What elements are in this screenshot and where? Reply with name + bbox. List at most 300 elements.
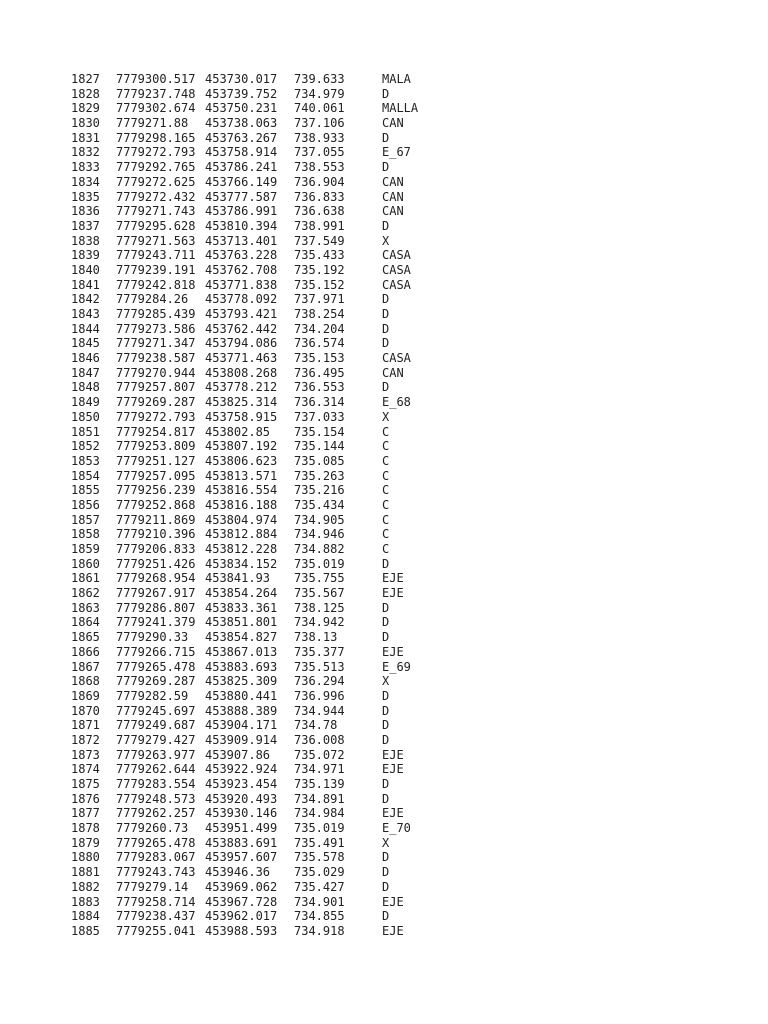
elevation-cell: 734.78 bbox=[294, 718, 338, 733]
easting-cell: 453786.241 bbox=[205, 160, 278, 175]
point-id-cell: 1850 bbox=[71, 409, 100, 424]
northing-cell: 7779271.347 bbox=[116, 336, 196, 351]
easting-cell: 453957.607 bbox=[205, 850, 278, 865]
table-row bbox=[71, 395, 442, 410]
easting-cell: 453988.593 bbox=[205, 923, 278, 938]
northing-cell: 7779282.59 bbox=[116, 688, 189, 703]
northing-cell: 7779262.257 bbox=[116, 806, 196, 821]
table-row bbox=[71, 366, 442, 381]
elevation-cell: 736.574 bbox=[294, 336, 345, 351]
northing-cell: 7779271.563 bbox=[116, 233, 196, 248]
table-row bbox=[71, 160, 442, 175]
point-id-cell: 1835 bbox=[71, 189, 100, 204]
code-cell: CASA bbox=[382, 262, 411, 277]
northing-cell: 7779279.14 bbox=[116, 879, 189, 894]
code-cell: C bbox=[382, 542, 390, 556]
point-id-cell: 1829 bbox=[71, 101, 100, 116]
point-id-cell: 1840 bbox=[71, 262, 100, 277]
elevation-cell: 736.833 bbox=[294, 189, 345, 204]
elevation-cell: 738.125 bbox=[294, 600, 345, 615]
table-row bbox=[71, 131, 442, 146]
code-cell: D bbox=[382, 777, 390, 791]
easting-cell: 453922.924 bbox=[205, 762, 278, 777]
code-cell: CAN bbox=[382, 189, 404, 204]
easting-cell: 453909.914 bbox=[205, 732, 278, 747]
code-cell: D bbox=[382, 865, 390, 880]
code-cell: D bbox=[382, 688, 390, 703]
table-row bbox=[71, 542, 442, 557]
point-id-cell: 1857 bbox=[71, 512, 100, 527]
code-cell: E_70 bbox=[382, 821, 411, 836]
code-cell: CASA bbox=[382, 277, 411, 292]
code-cell: D bbox=[382, 380, 390, 395]
code-cell: D bbox=[382, 86, 390, 101]
code-cell: CASA bbox=[382, 351, 411, 366]
northing-cell: 7779253.809 bbox=[116, 439, 196, 454]
northing-cell: 7779272.625 bbox=[116, 174, 196, 189]
easting-cell: 453758.914 bbox=[205, 145, 278, 160]
table-row bbox=[71, 234, 442, 249]
northing-cell: 7779290.33 bbox=[116, 630, 189, 645]
easting-cell: 453762.442 bbox=[205, 321, 278, 336]
northing-cell: 7779252.868 bbox=[116, 497, 196, 512]
elevation-cell: 735.567 bbox=[294, 586, 345, 601]
code-cell: MALLA bbox=[382, 101, 419, 116]
elevation-cell: 734.855 bbox=[294, 909, 345, 924]
table-row bbox=[71, 571, 442, 586]
point-id-cell: 1844 bbox=[71, 321, 100, 336]
code-cell: EJE bbox=[382, 923, 404, 938]
northing-cell: 7779257.807 bbox=[116, 380, 196, 395]
point-id-cell: 1883 bbox=[71, 894, 100, 909]
elevation-cell: 735.019 bbox=[294, 821, 345, 836]
northing-cell: 7779266.715 bbox=[116, 644, 196, 659]
easting-cell: 453851.801 bbox=[205, 615, 278, 630]
elevation-cell: 734.891 bbox=[294, 791, 345, 806]
code-cell: C bbox=[382, 527, 390, 542]
point-id-cell: 1878 bbox=[71, 821, 100, 836]
northing-cell: 7779258.714 bbox=[116, 894, 196, 909]
table-row bbox=[71, 836, 442, 851]
northing-cell: 7779255.041 bbox=[116, 923, 196, 938]
easting-cell: 453923.454 bbox=[205, 777, 278, 791]
point-id-cell: 1885 bbox=[71, 923, 100, 938]
point-id-cell: 1842 bbox=[71, 292, 100, 307]
point-id-cell: 1834 bbox=[71, 174, 100, 189]
northing-cell: 7779238.587 bbox=[116, 351, 196, 366]
point-id-cell: 1848 bbox=[71, 380, 100, 395]
easting-cell: 453738.063 bbox=[205, 116, 278, 131]
code-cell: CAN bbox=[382, 365, 404, 380]
point-id-cell: 1861 bbox=[71, 571, 100, 586]
point-id-cell: 1872 bbox=[71, 732, 100, 747]
northing-cell: 7779262.644 bbox=[116, 762, 196, 777]
easting-cell: 453804.974 bbox=[205, 512, 278, 527]
code-cell: D bbox=[382, 600, 390, 615]
elevation-cell: 736.294 bbox=[294, 674, 345, 689]
table-row bbox=[71, 850, 442, 865]
table-row bbox=[71, 792, 442, 807]
easting-cell: 453880.441 bbox=[205, 688, 278, 703]
survey-points-table bbox=[71, 72, 442, 939]
elevation-cell: 734.942 bbox=[294, 615, 345, 630]
table-row bbox=[71, 483, 442, 498]
table-row bbox=[71, 498, 442, 513]
code-cell: D bbox=[382, 321, 390, 336]
northing-cell: 7779279.427 bbox=[116, 732, 196, 747]
point-id-cell: 1843 bbox=[71, 307, 100, 321]
point-id-cell: 1852 bbox=[71, 439, 100, 454]
elevation-cell: 738.553 bbox=[294, 160, 345, 175]
code-cell: D bbox=[382, 615, 390, 630]
code-cell: D bbox=[382, 791, 390, 806]
table-row bbox=[71, 777, 442, 792]
point-id-cell: 1865 bbox=[71, 630, 100, 645]
table-row bbox=[71, 527, 442, 542]
elevation-cell: 738.991 bbox=[294, 218, 345, 233]
easting-cell: 453854.264 bbox=[205, 586, 278, 601]
northing-cell: 7779245.697 bbox=[116, 703, 196, 718]
easting-cell: 453825.309 bbox=[205, 674, 278, 689]
point-id-cell: 1846 bbox=[71, 351, 100, 366]
point-id-cell: 1864 bbox=[71, 615, 100, 630]
elevation-cell: 735.153 bbox=[294, 351, 345, 366]
table-row bbox=[71, 674, 442, 689]
easting-cell: 453778.212 bbox=[205, 380, 278, 395]
elevation-cell: 735.152 bbox=[294, 277, 345, 292]
point-id-cell: 1879 bbox=[71, 835, 100, 850]
point-id-cell: 1858 bbox=[71, 527, 100, 542]
elevation-cell: 735.072 bbox=[294, 747, 345, 762]
code-cell: CAN bbox=[382, 116, 404, 131]
point-id-cell: 1874 bbox=[71, 762, 100, 777]
northing-cell: 7779300.517 bbox=[116, 72, 196, 86]
code-cell: X bbox=[382, 233, 390, 248]
northing-cell: 7779283.554 bbox=[116, 777, 196, 791]
table-row bbox=[71, 469, 442, 484]
code-cell: E_67 bbox=[382, 145, 411, 160]
point-id-cell: 1880 bbox=[71, 850, 100, 865]
easting-cell: 453771.463 bbox=[205, 351, 278, 366]
easting-cell: 453812.884 bbox=[205, 527, 278, 542]
point-id-cell: 1859 bbox=[71, 542, 100, 556]
point-id-cell: 1860 bbox=[71, 556, 100, 571]
point-id-cell: 1845 bbox=[71, 336, 100, 351]
easting-cell: 453730.017 bbox=[205, 72, 278, 86]
code-cell: D bbox=[382, 336, 390, 351]
northing-cell: 7779272.793 bbox=[116, 409, 196, 424]
elevation-cell: 735.192 bbox=[294, 262, 345, 277]
point-id-cell: 1873 bbox=[71, 747, 100, 762]
easting-cell: 453807.192 bbox=[205, 439, 278, 454]
table-row bbox=[71, 865, 442, 880]
northing-cell: 7779211.869 bbox=[116, 512, 196, 527]
northing-cell: 7779210.396 bbox=[116, 527, 196, 542]
northing-cell: 7779242.818 bbox=[116, 277, 196, 292]
easting-cell: 453930.146 bbox=[205, 806, 278, 821]
code-cell: D bbox=[382, 130, 390, 145]
table-row bbox=[71, 175, 442, 190]
northing-cell: 7779270.944 bbox=[116, 365, 196, 380]
northing-cell: 7779256.239 bbox=[116, 483, 196, 498]
point-id-cell: 1869 bbox=[71, 688, 100, 703]
northing-cell: 7779243.711 bbox=[116, 248, 196, 263]
point-id-cell: 1856 bbox=[71, 497, 100, 512]
easting-cell: 453967.728 bbox=[205, 894, 278, 909]
code-cell: D bbox=[382, 292, 390, 307]
easting-cell: 453810.394 bbox=[205, 218, 278, 233]
table-row bbox=[71, 806, 442, 821]
point-id-cell: 1837 bbox=[71, 218, 100, 233]
code-cell: CAN bbox=[382, 204, 404, 219]
elevation-cell: 735.578 bbox=[294, 850, 345, 865]
northing-cell: 7779284.26 bbox=[116, 292, 189, 307]
elevation-cell: 735.433 bbox=[294, 248, 345, 263]
table-row bbox=[71, 718, 442, 733]
table-row bbox=[71, 704, 442, 719]
code-cell: X bbox=[382, 674, 390, 689]
code-cell: C bbox=[382, 483, 390, 498]
point-id-cell: 1849 bbox=[71, 395, 100, 410]
point-id-cell: 1871 bbox=[71, 718, 100, 733]
northing-cell: 7779273.586 bbox=[116, 321, 196, 336]
table-row bbox=[71, 439, 442, 454]
point-id-cell: 1847 bbox=[71, 365, 100, 380]
point-id-cell: 1875 bbox=[71, 777, 100, 791]
table-row bbox=[71, 72, 442, 87]
northing-cell: 7779295.628 bbox=[116, 218, 196, 233]
code-cell: D bbox=[382, 718, 390, 733]
code-cell: D bbox=[382, 703, 390, 718]
northing-cell: 7779269.287 bbox=[116, 674, 196, 689]
table-row bbox=[71, 219, 442, 234]
code-cell: D bbox=[382, 879, 390, 894]
elevation-cell: 737.971 bbox=[294, 292, 345, 307]
elevation-cell: 736.495 bbox=[294, 365, 345, 380]
elevation-cell: 738.13 bbox=[294, 630, 338, 645]
table-row bbox=[71, 660, 442, 675]
easting-cell: 453794.086 bbox=[205, 336, 278, 351]
easting-cell: 453739.752 bbox=[205, 86, 278, 101]
elevation-cell: 734.905 bbox=[294, 512, 345, 527]
northing-cell: 7779249.687 bbox=[116, 718, 196, 733]
easting-cell: 453962.017 bbox=[205, 909, 278, 924]
northing-cell: 7779271.88 bbox=[116, 116, 189, 131]
code-cell: X bbox=[382, 409, 390, 424]
elevation-cell: 740.061 bbox=[294, 101, 345, 116]
table-row bbox=[71, 909, 442, 924]
elevation-cell: 736.553 bbox=[294, 380, 345, 395]
elevation-cell: 737.033 bbox=[294, 409, 345, 424]
easting-cell: 453806.623 bbox=[205, 453, 278, 468]
code-cell: C bbox=[382, 453, 390, 468]
elevation-cell: 734.882 bbox=[294, 542, 345, 556]
easting-cell: 453867.013 bbox=[205, 644, 278, 659]
northing-cell: 7779251.127 bbox=[116, 453, 196, 468]
table-row bbox=[71, 336, 442, 351]
easting-cell: 453816.554 bbox=[205, 483, 278, 498]
table-row bbox=[71, 248, 442, 263]
elevation-cell: 735.029 bbox=[294, 865, 345, 880]
northing-cell: 7779265.478 bbox=[116, 659, 196, 674]
northing-cell: 7779268.954 bbox=[116, 571, 196, 586]
point-id-cell: 1827 bbox=[71, 72, 100, 86]
elevation-cell: 734.984 bbox=[294, 806, 345, 821]
northing-cell: 7779292.765 bbox=[116, 160, 196, 175]
easting-cell: 453713.401 bbox=[205, 233, 278, 248]
code-cell: E_69 bbox=[382, 659, 411, 674]
elevation-cell: 735.513 bbox=[294, 659, 345, 674]
easting-cell: 453833.361 bbox=[205, 600, 278, 615]
northing-cell: 7779302.674 bbox=[116, 101, 196, 116]
point-id-cell: 1832 bbox=[71, 145, 100, 160]
code-cell: EJE bbox=[382, 894, 404, 909]
table-row bbox=[71, 821, 442, 836]
table-row bbox=[71, 557, 442, 572]
easting-cell: 453777.587 bbox=[205, 189, 278, 204]
code-cell: D bbox=[382, 556, 390, 571]
table-row bbox=[71, 204, 442, 219]
northing-cell: 7779263.977 bbox=[116, 747, 196, 762]
easting-cell: 453888.389 bbox=[205, 703, 278, 718]
easting-cell: 453762.708 bbox=[205, 262, 278, 277]
northing-cell: 7779257.095 bbox=[116, 468, 196, 483]
table-row bbox=[71, 292, 442, 307]
table-row bbox=[71, 454, 442, 469]
table-row bbox=[71, 307, 442, 322]
northing-cell: 7779283.067 bbox=[116, 850, 196, 865]
table-row bbox=[71, 116, 442, 131]
easting-cell: 453778.092 bbox=[205, 292, 278, 307]
easting-cell: 453816.188 bbox=[205, 497, 278, 512]
table-row bbox=[71, 615, 442, 630]
northing-cell: 7779272.432 bbox=[116, 189, 196, 204]
elevation-cell: 735.755 bbox=[294, 571, 345, 586]
easting-cell: 453758.915 bbox=[205, 409, 278, 424]
elevation-cell: 735.377 bbox=[294, 644, 345, 659]
point-id-cell: 1867 bbox=[71, 659, 100, 674]
code-cell: C bbox=[382, 497, 390, 512]
table-row bbox=[71, 425, 442, 440]
easting-cell: 453793.421 bbox=[205, 307, 278, 321]
code-cell: EJE bbox=[382, 762, 404, 777]
northing-cell: 7779265.478 bbox=[116, 835, 196, 850]
point-id-cell: 1881 bbox=[71, 865, 100, 880]
northing-cell: 7779298.165 bbox=[116, 130, 196, 145]
elevation-cell: 735.085 bbox=[294, 453, 345, 468]
easting-cell: 453946.36 bbox=[205, 865, 271, 880]
point-id-cell: 1863 bbox=[71, 600, 100, 615]
easting-cell: 453766.149 bbox=[205, 174, 278, 189]
point-id-cell: 1884 bbox=[71, 909, 100, 924]
easting-cell: 453750.231 bbox=[205, 101, 278, 116]
northing-cell: 7779269.287 bbox=[116, 395, 196, 410]
code-cell: D bbox=[382, 850, 390, 865]
code-cell: EJE bbox=[382, 644, 404, 659]
point-id-cell: 1836 bbox=[71, 204, 100, 219]
easting-cell: 453883.693 bbox=[205, 659, 278, 674]
easting-cell: 453904.171 bbox=[205, 718, 278, 733]
elevation-cell: 734.946 bbox=[294, 527, 345, 542]
point-id-cell: 1833 bbox=[71, 160, 100, 175]
code-cell: CASA bbox=[382, 248, 411, 263]
table-row bbox=[71, 351, 442, 366]
code-cell: C bbox=[382, 424, 390, 439]
easting-cell: 453813.571 bbox=[205, 468, 278, 483]
elevation-cell: 735.491 bbox=[294, 835, 345, 850]
elevation-cell: 734.971 bbox=[294, 762, 345, 777]
northing-cell: 7779260.73 bbox=[116, 821, 189, 836]
elevation-cell: 735.216 bbox=[294, 483, 345, 498]
elevation-cell: 734.979 bbox=[294, 86, 345, 101]
elevation-cell: 736.996 bbox=[294, 688, 345, 703]
point-id-cell: 1862 bbox=[71, 586, 100, 601]
point-id-cell: 1839 bbox=[71, 248, 100, 263]
elevation-cell: 737.055 bbox=[294, 145, 345, 160]
point-id-cell: 1870 bbox=[71, 703, 100, 718]
point-id-cell: 1877 bbox=[71, 806, 100, 821]
point-id-cell: 1854 bbox=[71, 468, 100, 483]
elevation-cell: 736.638 bbox=[294, 204, 345, 219]
elevation-cell: 738.933 bbox=[294, 130, 345, 145]
table-row bbox=[71, 190, 442, 205]
point-id-cell: 1841 bbox=[71, 277, 100, 292]
northing-cell: 7779243.743 bbox=[116, 865, 196, 880]
table-row bbox=[71, 322, 442, 337]
point-id-cell: 1868 bbox=[71, 674, 100, 689]
code-cell: E_68 bbox=[382, 395, 411, 410]
table-row bbox=[71, 586, 442, 601]
code-cell: EJE bbox=[382, 747, 404, 762]
code-cell: C bbox=[382, 439, 390, 454]
table-row bbox=[71, 278, 442, 293]
code-cell: D bbox=[382, 307, 390, 321]
code-cell: MALA bbox=[382, 72, 411, 86]
easting-cell: 453825.314 bbox=[205, 395, 278, 410]
elevation-cell: 735.144 bbox=[294, 439, 345, 454]
code-cell: EJE bbox=[382, 806, 404, 821]
table-row bbox=[71, 101, 442, 116]
elevation-cell: 736.904 bbox=[294, 174, 345, 189]
table-row bbox=[71, 601, 442, 616]
table-row bbox=[71, 410, 442, 425]
code-cell: CAN bbox=[382, 174, 404, 189]
northing-cell: 7779238.437 bbox=[116, 909, 196, 924]
northing-cell: 7779248.573 bbox=[116, 791, 196, 806]
elevation-cell: 734.204 bbox=[294, 321, 345, 336]
elevation-cell: 737.106 bbox=[294, 116, 345, 131]
point-id-cell: 1853 bbox=[71, 453, 100, 468]
elevation-cell: 738.254 bbox=[294, 307, 345, 321]
northing-cell: 7779206.833 bbox=[116, 542, 196, 556]
point-id-cell: 1851 bbox=[71, 424, 100, 439]
northing-cell: 7779271.743 bbox=[116, 204, 196, 219]
elevation-cell: 736.008 bbox=[294, 732, 345, 747]
table-row bbox=[71, 145, 442, 160]
point-id-cell: 1828 bbox=[71, 86, 100, 101]
elevation-cell: 735.263 bbox=[294, 468, 345, 483]
elevation-cell: 734.901 bbox=[294, 894, 345, 909]
elevation-cell: 739.633 bbox=[294, 72, 345, 86]
table-row bbox=[71, 880, 442, 895]
easting-cell: 453808.268 bbox=[205, 365, 278, 380]
table-row bbox=[71, 513, 442, 528]
elevation-cell: 734.918 bbox=[294, 923, 345, 938]
easting-cell: 453834.152 bbox=[205, 556, 278, 571]
code-cell: D bbox=[382, 630, 390, 645]
code-cell: D bbox=[382, 909, 390, 924]
northing-cell: 7779237.748 bbox=[116, 86, 196, 101]
